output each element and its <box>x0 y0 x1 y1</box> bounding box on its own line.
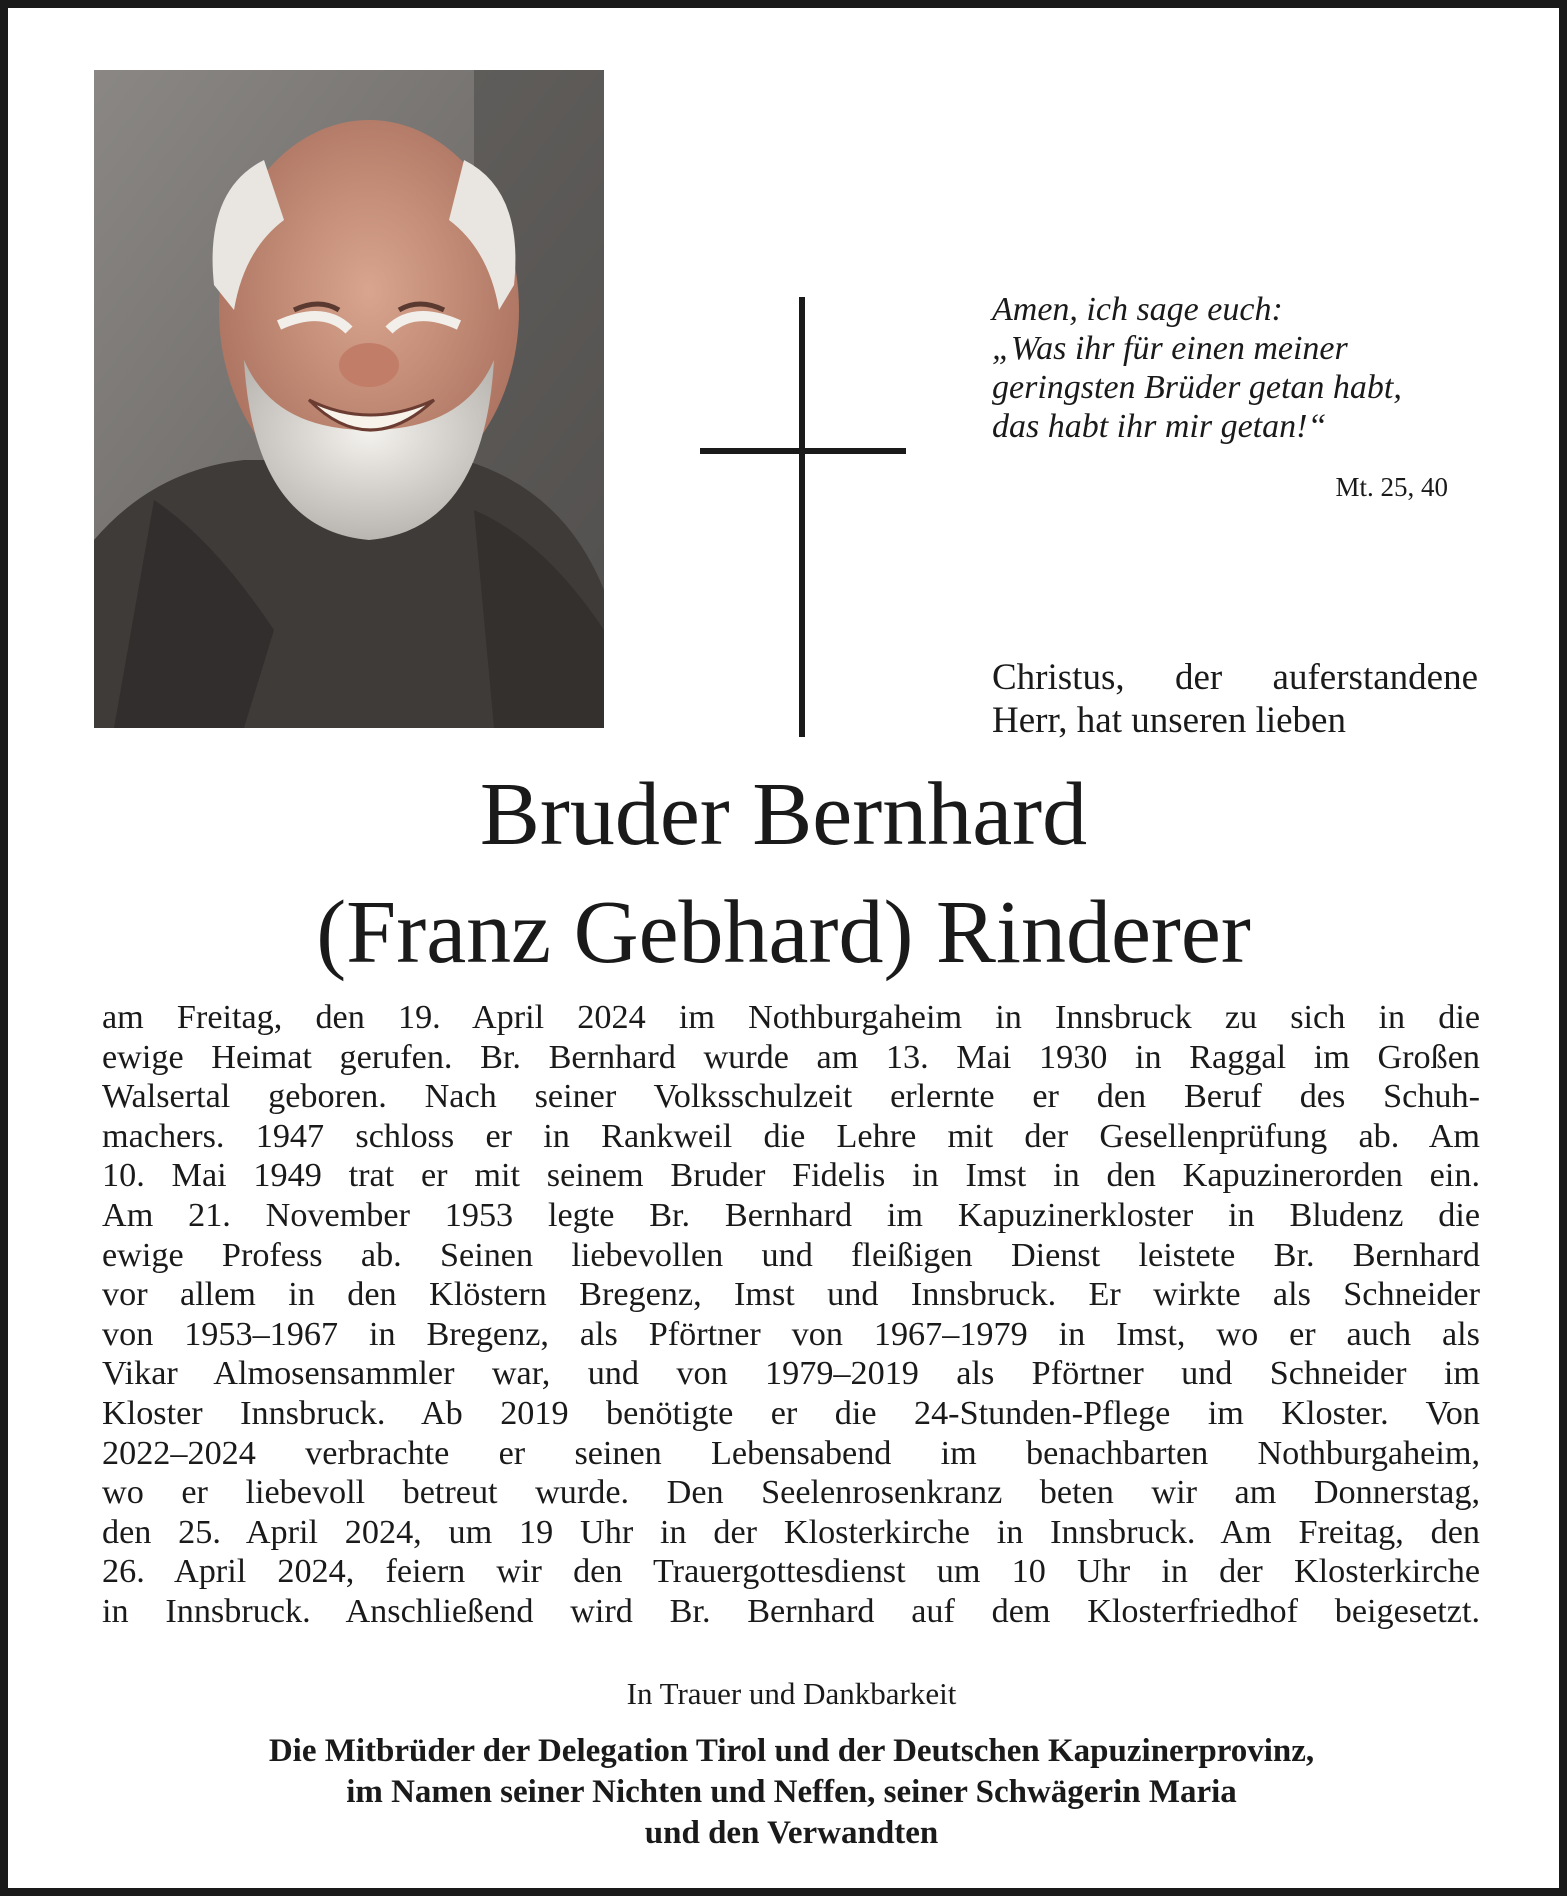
body-line: 10. Mai 1949 trat er mit seinem Bruder Fidelis in Imst in den Kapuzinerorden ein. <box>102 1157 1480 1195</box>
body-line: Vikar Almosensammler war, und von 1979–2019 als Pförtner und Schneider im <box>102 1355 1480 1393</box>
body-line: 2022–2024 verbrachte er seinen Lebensabend im benachbarten Nothburgaheim, <box>102 1434 1480 1472</box>
bible-quote <box>992 290 1472 446</box>
portrait-image <box>94 70 604 728</box>
portrait-photo <box>94 70 604 728</box>
cross-vertical-bar <box>799 297 805 737</box>
body-line: 26. April 2024, feiern wir den Trauergottesdienst um 10 Uhr in der Klosterkirche <box>102 1553 1480 1591</box>
signers-line: und den Verwandten <box>644 1815 939 1851</box>
body-line: Walsertal geboren. Nach seiner Volksschulzeit erlernte er den Beruf des Schuh- <box>102 1078 1480 1116</box>
body-line: in Innsbruck. Anschließend wird Br. Bernhard auf dem Klosterfriedhof beigesetzt. <box>102 1592 1480 1630</box>
quote-line: „Was ihr für einen meiner <box>992 330 1348 367</box>
signers-block <box>8 1731 1567 1854</box>
quote-line: Amen, ich sage euch: <box>992 291 1283 328</box>
intro-line: Christus, der auferstandene <box>992 657 1478 698</box>
body-line: ewige Profess ab. Seinen liebevollen und fleißigen Dienst leistete Br. Bernhard <box>102 1236 1480 1274</box>
quote-line: das habt ihr mir getan!“ <box>992 408 1327 445</box>
body-line: wo er liebevoll betreut wurde. Den Seelenrosenkranz beten wir am Donnerstag, <box>102 1474 1480 1512</box>
body-line: machers. 1947 schloss er in Rankweil die Lehre mit der Gesellenprüfung ab. Am <box>102 1117 1480 1155</box>
quote-line: geringsten Brüder getan habt, <box>992 369 1402 406</box>
body-line: am Freitag, den 19. April 2024 im Nothburgaheim in Innsbruck zu sich in die <box>102 999 1480 1036</box>
signers-line: im Namen seiner Nichten und Neffen, seiner Schwägerin Maria <box>346 1774 1237 1810</box>
signers-line: Die Mitbrüder der Delegation Tirol und der Deutschen Kapuzinerprovinz, <box>268 1733 1315 1769</box>
deceased-name-line1: Bruder Bernhard <box>479 765 1088 864</box>
body-line: von 1953–1967 in Bregenz, als Pförtner von 1967–1979 in Imst, wo er auch als <box>102 1315 1480 1353</box>
deceased-name-line2: (Franz Gebhard) Rinderer <box>316 883 1251 982</box>
body-line: ewige Heimat gerufen. Br. Bernhard wurde am 13. Mai 1930 in Raggal im Großen <box>102 1038 1480 1076</box>
mourning-line: In Trauer und Dankbarkeit <box>626 1676 957 1711</box>
body-line: den 25. April 2024, um 19 Uhr in der Klosterkirche in Innsbruck. Am Freitag, den <box>102 1513 1480 1551</box>
cross-horizontal-bar <box>700 448 906 454</box>
obituary-body <box>102 998 1480 1632</box>
intro-text <box>992 656 1478 742</box>
latin-cross-icon <box>700 297 906 737</box>
quote-reference: Mt. 25, 40 <box>1335 472 1448 502</box>
body-line: vor allem in den Klöstern Bregenz, Imst und Innsbruck. Er wirkte als Schneider <box>102 1276 1480 1314</box>
intro-line: Herr, hat unseren lieben <box>992 700 1346 741</box>
body-line: Am 21. November 1953 legte Br. Bernhard im Kapuzinerkloster in Bludenz die <box>102 1196 1480 1234</box>
body-line: Kloster Innsbruck. Ab 2019 benötigte er die 24-Stunden-Pflege im Kloster. Von <box>102 1394 1480 1432</box>
